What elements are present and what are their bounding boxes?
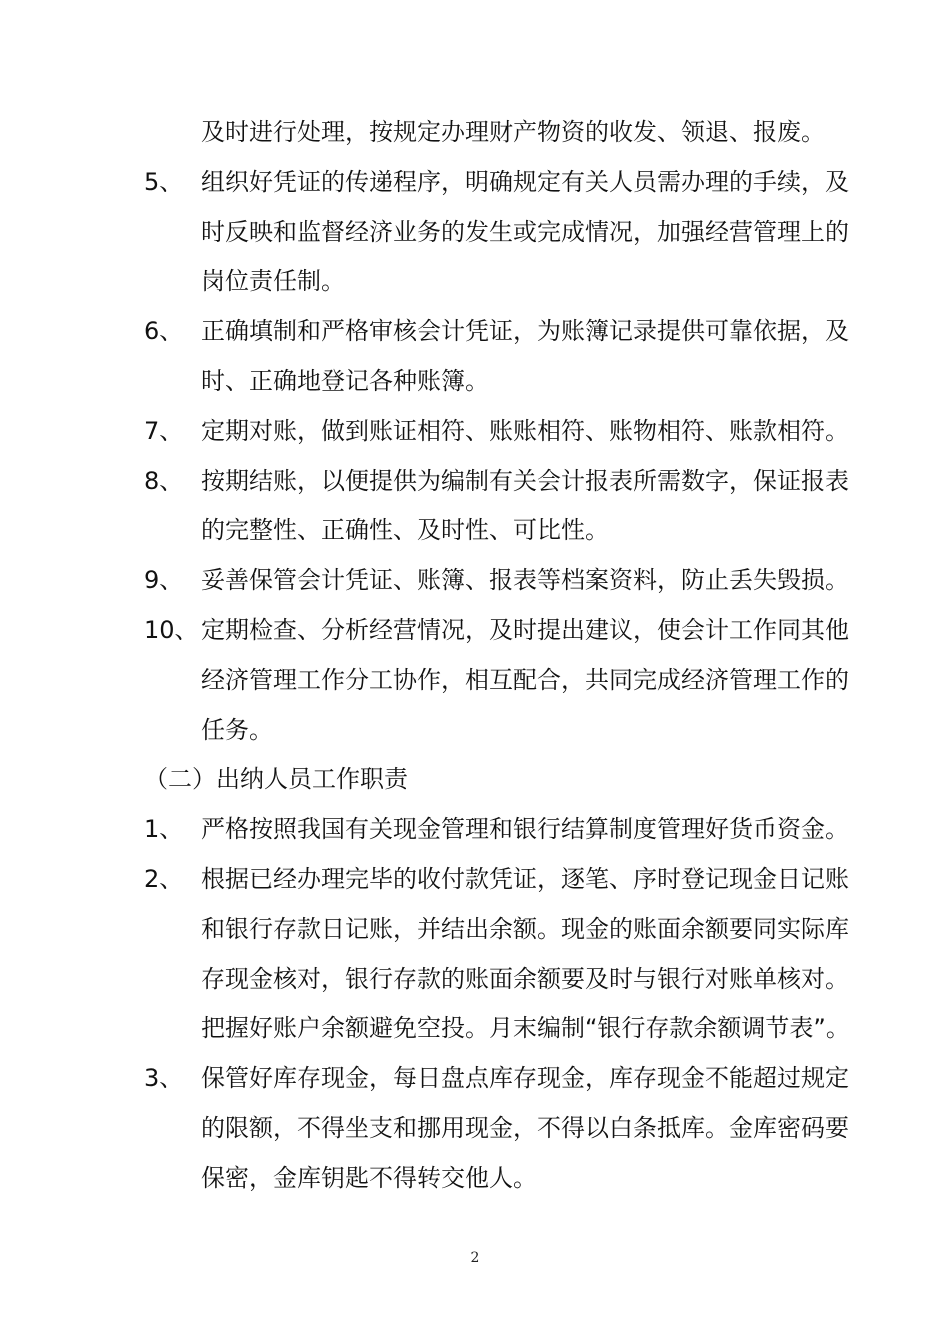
list-item-line: 存现金核对，银行存款的账面余额要及时与银行对账单核对。 (201, 964, 849, 993)
list-item-line: 保密，金库钥匙不得转交他人。 (201, 1163, 537, 1192)
list-item-number: 5、 (144, 167, 184, 196)
list-item-line: 正确填制和严格审核会计凭证，为账簿记录提供可靠依据，及 (201, 317, 849, 346)
section-heading: （二）出纳人员工作职责 (144, 765, 408, 794)
list-item-line: 岗位责任制。 (201, 267, 345, 296)
list-item-number: 2、 (144, 865, 184, 893)
list-item-line: 组织好凭证的传递程序，明确规定有关人员需办理的手续，及 (201, 167, 849, 196)
list-item-line: 保管好库存现金，每日盘点库存现金，库存现金不能超过规定 (201, 1064, 849, 1093)
paragraph-line: 及时进行处理，按规定办理财产物资的收发、领退、报废。 (201, 118, 825, 146)
list-item-line: 把握好账户余额避免空投。月末编制“银行存款余额调节表”。 (201, 1014, 850, 1043)
list-item-line: 和银行存款日记账，并结出余额。现金的账面余额要同实际库 (201, 914, 849, 943)
list-item-line: 时反映和监督经济业务的发生或完成情况，加强经营管理上的 (201, 217, 849, 246)
list-item-number: 1、 (144, 815, 184, 844)
list-item-line: 按期结账，以便提供为编制有关会计报表所需数字，保证报表 (201, 466, 849, 495)
list-item-number: 6、 (144, 317, 184, 346)
list-item-line: 严格按照我国有关现金管理和银行结算制度管理好货币资金。 (201, 815, 849, 844)
list-item-line: 时、正确地登记各种账簿。 (201, 367, 489, 395)
list-item-line: 定期检查、分析经营情况，及时提出建议，使会计工作同其他 (201, 616, 849, 644)
list-item-number: 10、 (144, 616, 199, 644)
list-item-line: 根据已经办理完毕的收付款凭证，逐笔、序时登记现金日记账 (201, 865, 849, 893)
page-number: 2 (470, 1250, 480, 1266)
list-item-line: 的完整性、正确性、及时性、可比性。 (201, 516, 609, 545)
list-item-line: 定期对账，做到账证相符、账账相符、账物相符、账款相符。 (201, 416, 849, 445)
list-item-line: 妥善保管会计凭证、账簿、报表等档案资料，防止丢失毁损。 (201, 566, 849, 595)
list-item-line: 的限额，不得坐支和挪用现金，不得以白条抵库。金库密码要 (201, 1114, 849, 1142)
list-item-number: 9、 (144, 566, 184, 595)
list-item-line: 经济管理工作分工协作，相互配合，共同完成经济管理工作的 (201, 665, 849, 694)
list-item-line: 任务。 (201, 715, 273, 744)
list-item-number: 7、 (144, 416, 184, 445)
list-item-number: 3、 (144, 1064, 184, 1093)
list-item-number: 8、 (144, 466, 184, 495)
